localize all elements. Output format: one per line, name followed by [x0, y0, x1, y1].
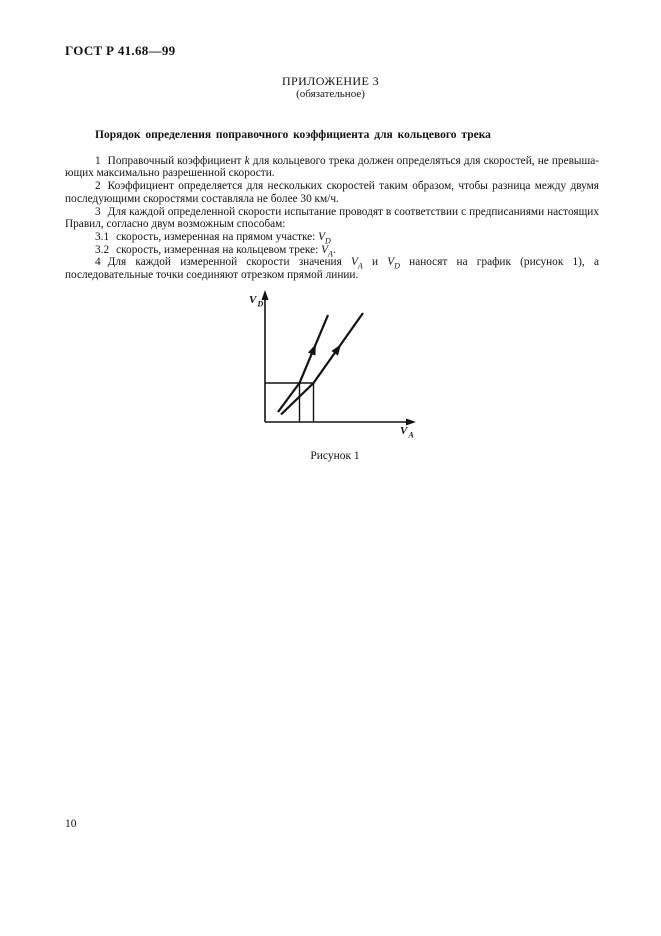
paragraph-number: 1	[95, 154, 101, 167]
figure-1-graph	[245, 287, 445, 441]
variable-v: V	[321, 243, 328, 256]
list-item-text: .	[332, 243, 336, 256]
subscript-letter: D	[325, 236, 331, 246]
variable-v: V	[350, 256, 358, 269]
subscript-letter: A	[357, 261, 363, 271]
speed-curve-left	[278, 315, 328, 412]
paragraph-text: для кольцевого трека должен определяться для скоростей, не превышающих максимально разрешенной скорости.	[65, 154, 599, 180]
subscript-letter: D	[394, 261, 400, 271]
paragraph-3	[65, 206, 599, 231]
paragraph-text: и	[362, 256, 388, 269]
paragraph-text: Поправочный коэффициент	[107, 154, 245, 167]
variable-k: k	[244, 154, 250, 167]
list-item-3-1	[65, 231, 599, 244]
y-axis-label: V	[249, 293, 257, 306]
paragraph-2	[65, 180, 599, 205]
list-item-text: скорость, измеренная на кольцевом треке:	[116, 243, 322, 256]
appendix-block	[0, 75, 661, 100]
figure-caption: Рисунок 1	[310, 450, 360, 463]
section-heading: Порядок определения поправочного коэффициента для кольцевого трека	[95, 129, 491, 141]
variable-v: V	[318, 230, 326, 243]
list-item-3-2	[65, 244, 599, 257]
list-item-number: 3.2	[95, 243, 110, 256]
document-code: ГОСТ Р 41.68—99	[65, 43, 176, 58]
paragraph-number: 2	[95, 180, 101, 193]
appendix-title: ПРИЛОЖЕНИЕ 3	[281, 74, 380, 88]
x-axis-label-subscript: A	[408, 430, 414, 440]
paragraph-1	[65, 155, 599, 180]
curve-arrow-icon-left	[308, 342, 320, 355]
subscript-letter: A	[327, 248, 333, 258]
page-number: 10	[65, 818, 77, 830]
paragraph-4	[65, 256, 599, 281]
list-item-number: 3.1	[95, 230, 110, 243]
paragraph-text: наносят на график (рисунок 1), а последовательные точки соединяют отрезком прямой линии.	[65, 256, 599, 282]
x-axis-arrow-icon	[406, 418, 416, 425]
paragraph-text: Для каждой определенной скорости испытание проводят в соответствии с предписаниями настоящих Правил, согласно двум возможным способам:	[65, 205, 599, 231]
list-item-text: скорость, измеренная на прямом участке:	[116, 230, 319, 243]
main-text-column	[65, 129, 599, 463]
paragraph-number: 4	[95, 256, 101, 269]
variable-v: V	[387, 256, 395, 269]
figure-1	[245, 287, 445, 463]
paragraph-text: Для каждой измеренной скорости значения	[107, 256, 351, 269]
y-axis-label-subscript: D	[257, 299, 264, 309]
x-axis-label: V	[400, 424, 408, 437]
paragraph-number: 3	[95, 205, 101, 218]
y-axis-arrow-icon	[262, 290, 269, 300]
appendix-subtitle: (обязательное)	[296, 87, 365, 100]
paragraph-text: Коэффициент определяется для нескольких скоростей таким образом, чтобы разница между двумя последующими скоростями составляла не более 30 км/ч.	[65, 180, 599, 205]
